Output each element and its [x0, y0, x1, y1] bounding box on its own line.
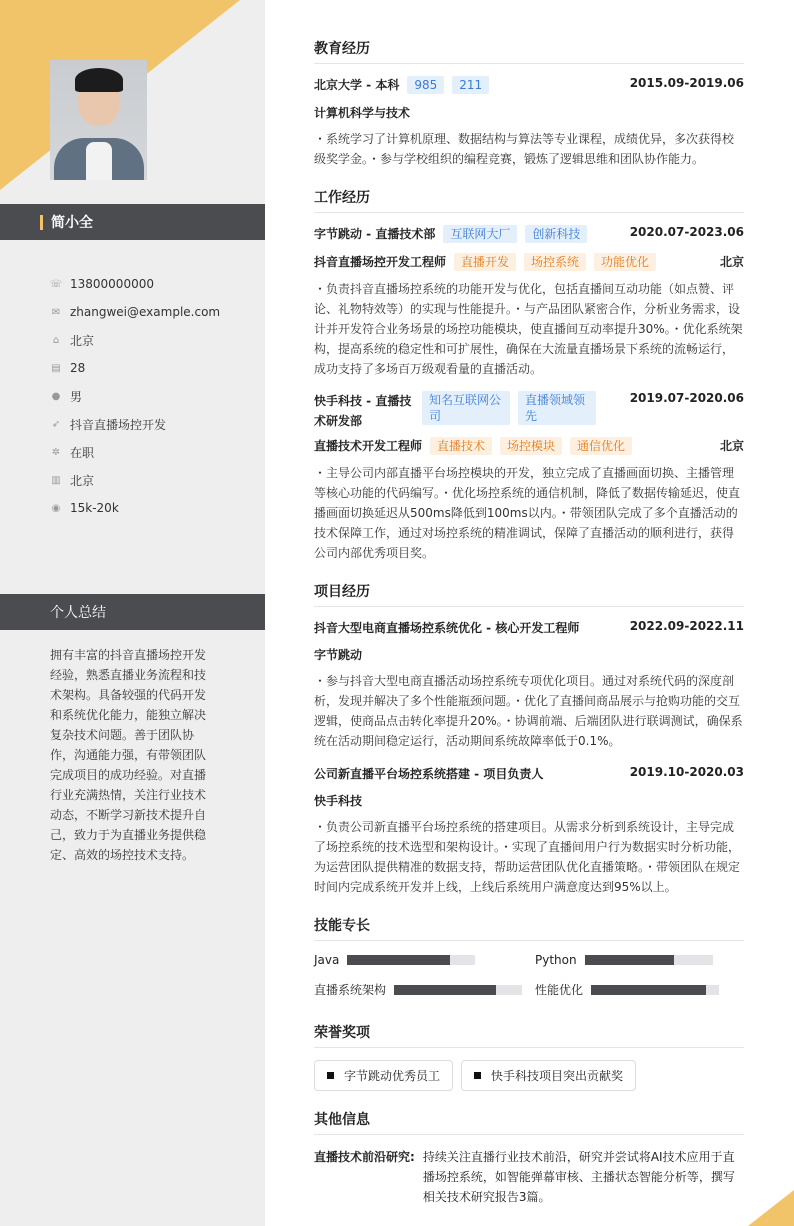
- contact-gender: ● 男: [51, 389, 83, 404]
- date: 2020.07-2023.06: [629, 225, 744, 239]
- tag: 场控系统: [524, 253, 586, 271]
- skill-item: Python: [535, 953, 744, 967]
- projects-title: 项目经历: [314, 581, 744, 607]
- education-desc: ・系统学习了计算机原理、数据结构与算法等专业课程，成绩优异，多次获得校级奖学金。・参与学校组织的编程竞赛，锻炼了逻辑思维和团队协作能力。: [314, 132, 735, 166]
- contact-target-city: ▥ 北京: [51, 473, 95, 488]
- project-desc: ・负责公司新直播平台场控系统的搭建项目。从需求分析到系统设计，主导完成了场控系统的技术选型和架构设计。・实现了直播间用户行为数据实时分析功能，为运营团队提供精准的数据支持，帮助运营团队优化直播策略。・带领团队在规定时间内完成系统开发并上线，上线后系统用户满意度达到95%以上。: [314, 820, 741, 894]
- phone-icon: ☏: [49, 278, 63, 290]
- square-bullet-icon: [327, 1072, 334, 1079]
- tag: 直播领域领先: [518, 391, 596, 425]
- award-item: 快手科技项目突出贡献奖: [461, 1060, 636, 1091]
- project-name: 抖音大型电商直播场控系统优化 - 核心开发工程师: [314, 621, 580, 635]
- other-key: 直播技术前沿研究:: [314, 1150, 415, 1164]
- tag: 通信优化: [570, 437, 632, 455]
- contact-list: [50, 270, 220, 522]
- skill-item: Java: [314, 953, 535, 967]
- project-item: [314, 765, 744, 897]
- summary-text: 拥有丰富的抖音直播场控开发经验，熟悉直播业务流程和技术架构。具备较强的代码开发和系统优化能力，能独立解决复杂技术问题。善于团队协作，沟通能力强，有带领团队完成项目的成功经验。对直播行业充满热情，关注行业技术动态，不断学习新技术提升自己，致力于为直播业务提供稳定、高效的场控技术支持。: [50, 648, 207, 862]
- work-title: 工作经历: [314, 187, 744, 213]
- skill-bar: [591, 985, 719, 995]
- project-name: 公司新直播平台场控系统搭建 - 项目负责人: [314, 767, 544, 781]
- tag: 互联网大厂: [443, 225, 517, 243]
- send-icon: ➶: [51, 418, 61, 430]
- gender-icon: ●: [51, 390, 61, 402]
- tag: 创新科技: [525, 225, 587, 243]
- tag: 知名互联网公司: [422, 391, 510, 425]
- contact-email: ✉ zhangwei@example.com: [51, 305, 221, 319]
- contact-target-job: ➶ 抖音直播场控开发: [51, 417, 167, 432]
- contact-phone: ☏ 13800000000: [49, 277, 154, 291]
- company: 字节跳动 - 直播技术部: [314, 227, 436, 241]
- summary-heading: 个人总结: [0, 594, 265, 630]
- education-row: [314, 76, 744, 94]
- skills-grid: [314, 953, 744, 998]
- work-item: [314, 391, 744, 563]
- candidate-name: 简小全: [51, 215, 93, 231]
- tag: 直播开发: [454, 253, 516, 271]
- work-desc: ・主导公司内部直播平台场控模块的开发，独立完成了直播画面切换、主播管理等核心功能的代码编写。・优化场控系统的通信机制，降低了数据传输延迟，使直播画面切换延迟从500ms降低到100ms以内。・带领团队完成了多个直播活动的技术保障工作，通过对场控系统的精准调试，保障了直播活动的顺利进行，获得公司内部优秀项目奖。: [314, 466, 741, 560]
- main-content: [314, 38, 744, 1207]
- decor-corner: [748, 1190, 794, 1226]
- contact-location: ⌂ 北京: [50, 326, 220, 354]
- contact-age: ▤ 28: [51, 361, 86, 375]
- other-title: 其他信息: [314, 1109, 744, 1135]
- skills-title: 技能专长: [314, 915, 744, 941]
- project-desc: ・参与抖音大型电商直播活动场控系统专项优化项目。通过对系统代码的深度剖析，发现并解决了多个性能瓶颈问题。・优化了直播间商品展示与抢购功能的交互逻辑，使商品点击转化率提升20%。・协调前端、后端团队进行联调测试，确保系统在活动期间稳定运行，活动期间系统故障率低于0.1%。: [314, 674, 743, 748]
- mail-icon: ✉: [51, 306, 61, 318]
- contact-status: ✲ 在职: [51, 445, 95, 460]
- tag: 985: [407, 76, 444, 94]
- company: 快手科技 - 直播技术研发部: [314, 394, 412, 428]
- school-name: 北京大学 - 本科: [314, 78, 400, 92]
- role: 抖音直播场控开发工程师: [314, 255, 447, 269]
- skill-bar: [394, 985, 522, 995]
- avatar: [50, 60, 147, 180]
- square-bullet-icon: [474, 1072, 481, 1079]
- age-icon: ▤: [51, 362, 61, 374]
- role: 直播技术开发工程师: [314, 439, 423, 453]
- sidebar: [0, 0, 265, 1226]
- name-bar: [0, 204, 265, 240]
- tag: 211: [452, 76, 489, 94]
- education-title: 教育经历: [314, 38, 744, 64]
- date: 2019.10-2020.03: [629, 765, 744, 779]
- date: 2019.07-2020.06: [629, 391, 744, 405]
- skill-bar: [347, 955, 475, 965]
- building-icon: ▥: [51, 474, 61, 486]
- skill-item: 性能优化: [535, 981, 744, 998]
- award-item: 字节跳动优秀员工: [314, 1060, 453, 1091]
- accent-mark: [40, 215, 43, 230]
- salary-icon: ◉: [51, 502, 61, 514]
- date: 2015.09-2019.06: [629, 76, 744, 90]
- tag: 功能优化: [594, 253, 656, 271]
- tag: 直播技术: [430, 437, 492, 455]
- contact-salary: ◉ 15k-20k: [51, 501, 119, 515]
- tag: 场控模块: [500, 437, 562, 455]
- awards-list: [314, 1060, 744, 1091]
- other-info: [314, 1147, 744, 1207]
- city: 北京: [719, 255, 744, 269]
- status-icon: ✲: [51, 446, 61, 458]
- project-item: [314, 619, 744, 751]
- work-item: [314, 225, 744, 379]
- home-icon: ⌂: [52, 334, 60, 346]
- date: 2022.09-2022.11: [629, 619, 744, 633]
- work-desc: ・负责抖音直播场控系统的功能开发与优化，包括直播间互动功能（如点赞、评论、礼物特效等）的实现与性能提升。・与产品团队紧密合作，分析业务需求，设计并开发符合业务场景的场控功能模块，使直播间互动率提升30%。・优化系统架构，提高系统的稳定性和可扩展性，确保在大流量直播场景下系统的流畅运行，成功支持了多场百万级观看量的直播活动。: [314, 282, 743, 376]
- city: 北京: [719, 439, 744, 453]
- awards-title: 荣誉奖项: [314, 1022, 744, 1048]
- other-value: 持续关注直播行业技术前沿，研究并尝试将AI技术应用于直播场控系统，如智能弹幕审核、主播状态智能分析等，撰写相关技术研究报告3篇。: [422, 1150, 735, 1204]
- skill-bar: [585, 955, 713, 965]
- major: 计算机科学与技术: [314, 106, 411, 120]
- skill-item: 直播系统架构: [314, 981, 535, 998]
- project-org: 字节跳动: [314, 648, 363, 662]
- project-org: 快手科技: [314, 794, 363, 808]
